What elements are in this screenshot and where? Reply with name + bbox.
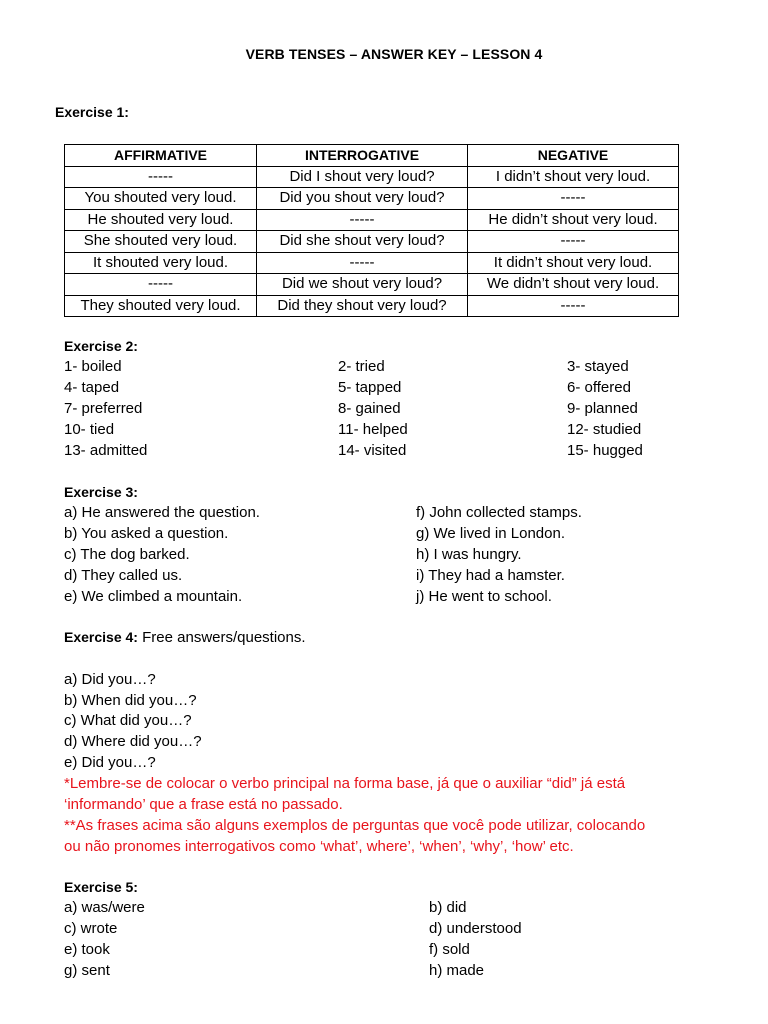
table-row — [65, 274, 679, 296]
table-cell: Did I shout very loud? — [257, 166, 468, 188]
table-cell: ----- — [468, 295, 679, 317]
exercise-5-heading: Exercise 5: — [64, 879, 138, 895]
note-line: *Lembre-se de colocar o verbo principal na forma base, já que o auxiliar “did” já está — [64, 775, 626, 792]
answer-item: b) When did you…? — [64, 692, 197, 709]
answer-item: 7- preferred — [64, 400, 143, 417]
answer-item: i) They had a hamster. — [416, 567, 565, 584]
answer-item: e) took — [64, 941, 110, 958]
table-cell: He shouted very loud. — [65, 209, 257, 231]
table-cell: He didn’t shout very loud. — [468, 209, 679, 231]
exercise-1-heading: Exercise 1: — [55, 104, 129, 120]
table-cell: Did she shout very loud? — [257, 231, 468, 253]
answer-item: d) Where did you…? — [64, 733, 202, 750]
answer-item: 12- studied — [567, 421, 642, 438]
answer-item: 13- admitted — [64, 442, 148, 459]
table-cell: Did you shout very loud? — [257, 188, 468, 210]
table-cell: Did we shout very loud? — [257, 274, 468, 296]
answer-item: e) Did you…? — [64, 754, 156, 771]
note-line: **As frases acima são alguns exemplos de perguntas que você pode utilizar, colocando — [64, 817, 646, 834]
answer-item: 6- offered — [567, 379, 631, 396]
answer-item: d) understood — [429, 920, 522, 937]
answer-item: 1- boiled — [64, 358, 122, 375]
table-row — [65, 231, 679, 253]
table-cell: They shouted very loud. — [65, 295, 257, 317]
answer-item: 8- gained — [338, 400, 401, 417]
exercise-2-heading: Exercise 2: — [64, 338, 138, 354]
answer-item: f) sold — [429, 941, 470, 958]
answer-item: f) John collected stamps. — [416, 504, 582, 521]
answer-item: 10- tied — [64, 421, 115, 438]
table-cell: ----- — [468, 188, 679, 210]
answer-item: b) did — [429, 899, 467, 916]
table-cell: It shouted very loud. — [65, 252, 257, 274]
answer-item: 11- helped — [338, 421, 408, 438]
table-cell: ----- — [257, 209, 468, 231]
answer-item: 14- visited — [338, 442, 407, 459]
answer-item: j) He went to school. — [416, 588, 552, 605]
answer-item: a) was/were — [64, 899, 145, 916]
answer-item: 3- stayed — [567, 358, 629, 375]
answer-item: d) They called us. — [64, 567, 183, 584]
answer-item: b) You asked a question. — [64, 525, 229, 542]
table-cell: ----- — [257, 252, 468, 274]
table-cell: Did they shout very loud? — [257, 295, 468, 317]
table-row — [65, 295, 679, 317]
table-cell: We didn’t shout very loud. — [468, 274, 679, 296]
table-header-row — [65, 145, 679, 167]
answer-item: g) sent — [64, 962, 110, 979]
answer-item: c) wrote — [64, 920, 118, 937]
table-cell: I didn’t shout very loud. — [468, 166, 679, 188]
table-cell: ----- — [65, 166, 257, 188]
answer-item: 2- tried — [338, 358, 385, 375]
column-header-affirmative: AFFIRMATIVE — [65, 145, 257, 167]
table-row — [65, 166, 679, 188]
table-cell: It didn’t shout very loud. — [468, 252, 679, 274]
table-row — [65, 188, 679, 210]
table-cell: ----- — [65, 274, 257, 296]
exercise-4-heading: Exercise 4: — [64, 629, 138, 645]
answer-item: a) Did you…? — [64, 671, 156, 688]
table-cell: She shouted very loud. — [65, 231, 257, 253]
answer-item: h) I was hungry. — [416, 546, 522, 563]
exercise-4-header — [64, 627, 306, 648]
table-cell: You shouted very loud. — [65, 188, 257, 210]
table-cell: ----- — [468, 231, 679, 253]
note-line: ou não pronomes interrogativos como ‘what’, where’, ‘when’, ‘why’, ‘how’ etc. — [64, 838, 574, 855]
answer-item: h) made — [429, 962, 485, 979]
answer-item: e) We climbed a mountain. — [64, 588, 243, 605]
answer-item: 15- hugged — [567, 442, 643, 459]
column-header-negative: NEGATIVE — [468, 145, 679, 167]
column-header-interrogative: INTERROGATIVE — [257, 145, 468, 167]
page-title: VERB TENSES – ANSWER KEY – LESSON 4 — [245, 46, 543, 62]
answer-item: 9- planned — [567, 400, 638, 417]
exercise-4-intro: Free answers/questions. — [137, 629, 306, 646]
answer-item: g) We lived in London. — [416, 525, 565, 542]
answer-item: c) The dog barked. — [64, 546, 190, 563]
answer-item: c) What did you…? — [64, 712, 192, 729]
answer-item: a) He answered the question. — [64, 504, 260, 521]
conjugation-table — [64, 144, 679, 317]
answer-item: 4- taped — [64, 379, 120, 396]
table-row — [65, 209, 679, 231]
answer-item: 5- tapped — [338, 379, 402, 396]
table-row — [65, 252, 679, 274]
exercise-3-heading: Exercise 3: — [64, 484, 138, 500]
note-line: ‘informando’ que a frase está no passado. — [64, 796, 343, 813]
